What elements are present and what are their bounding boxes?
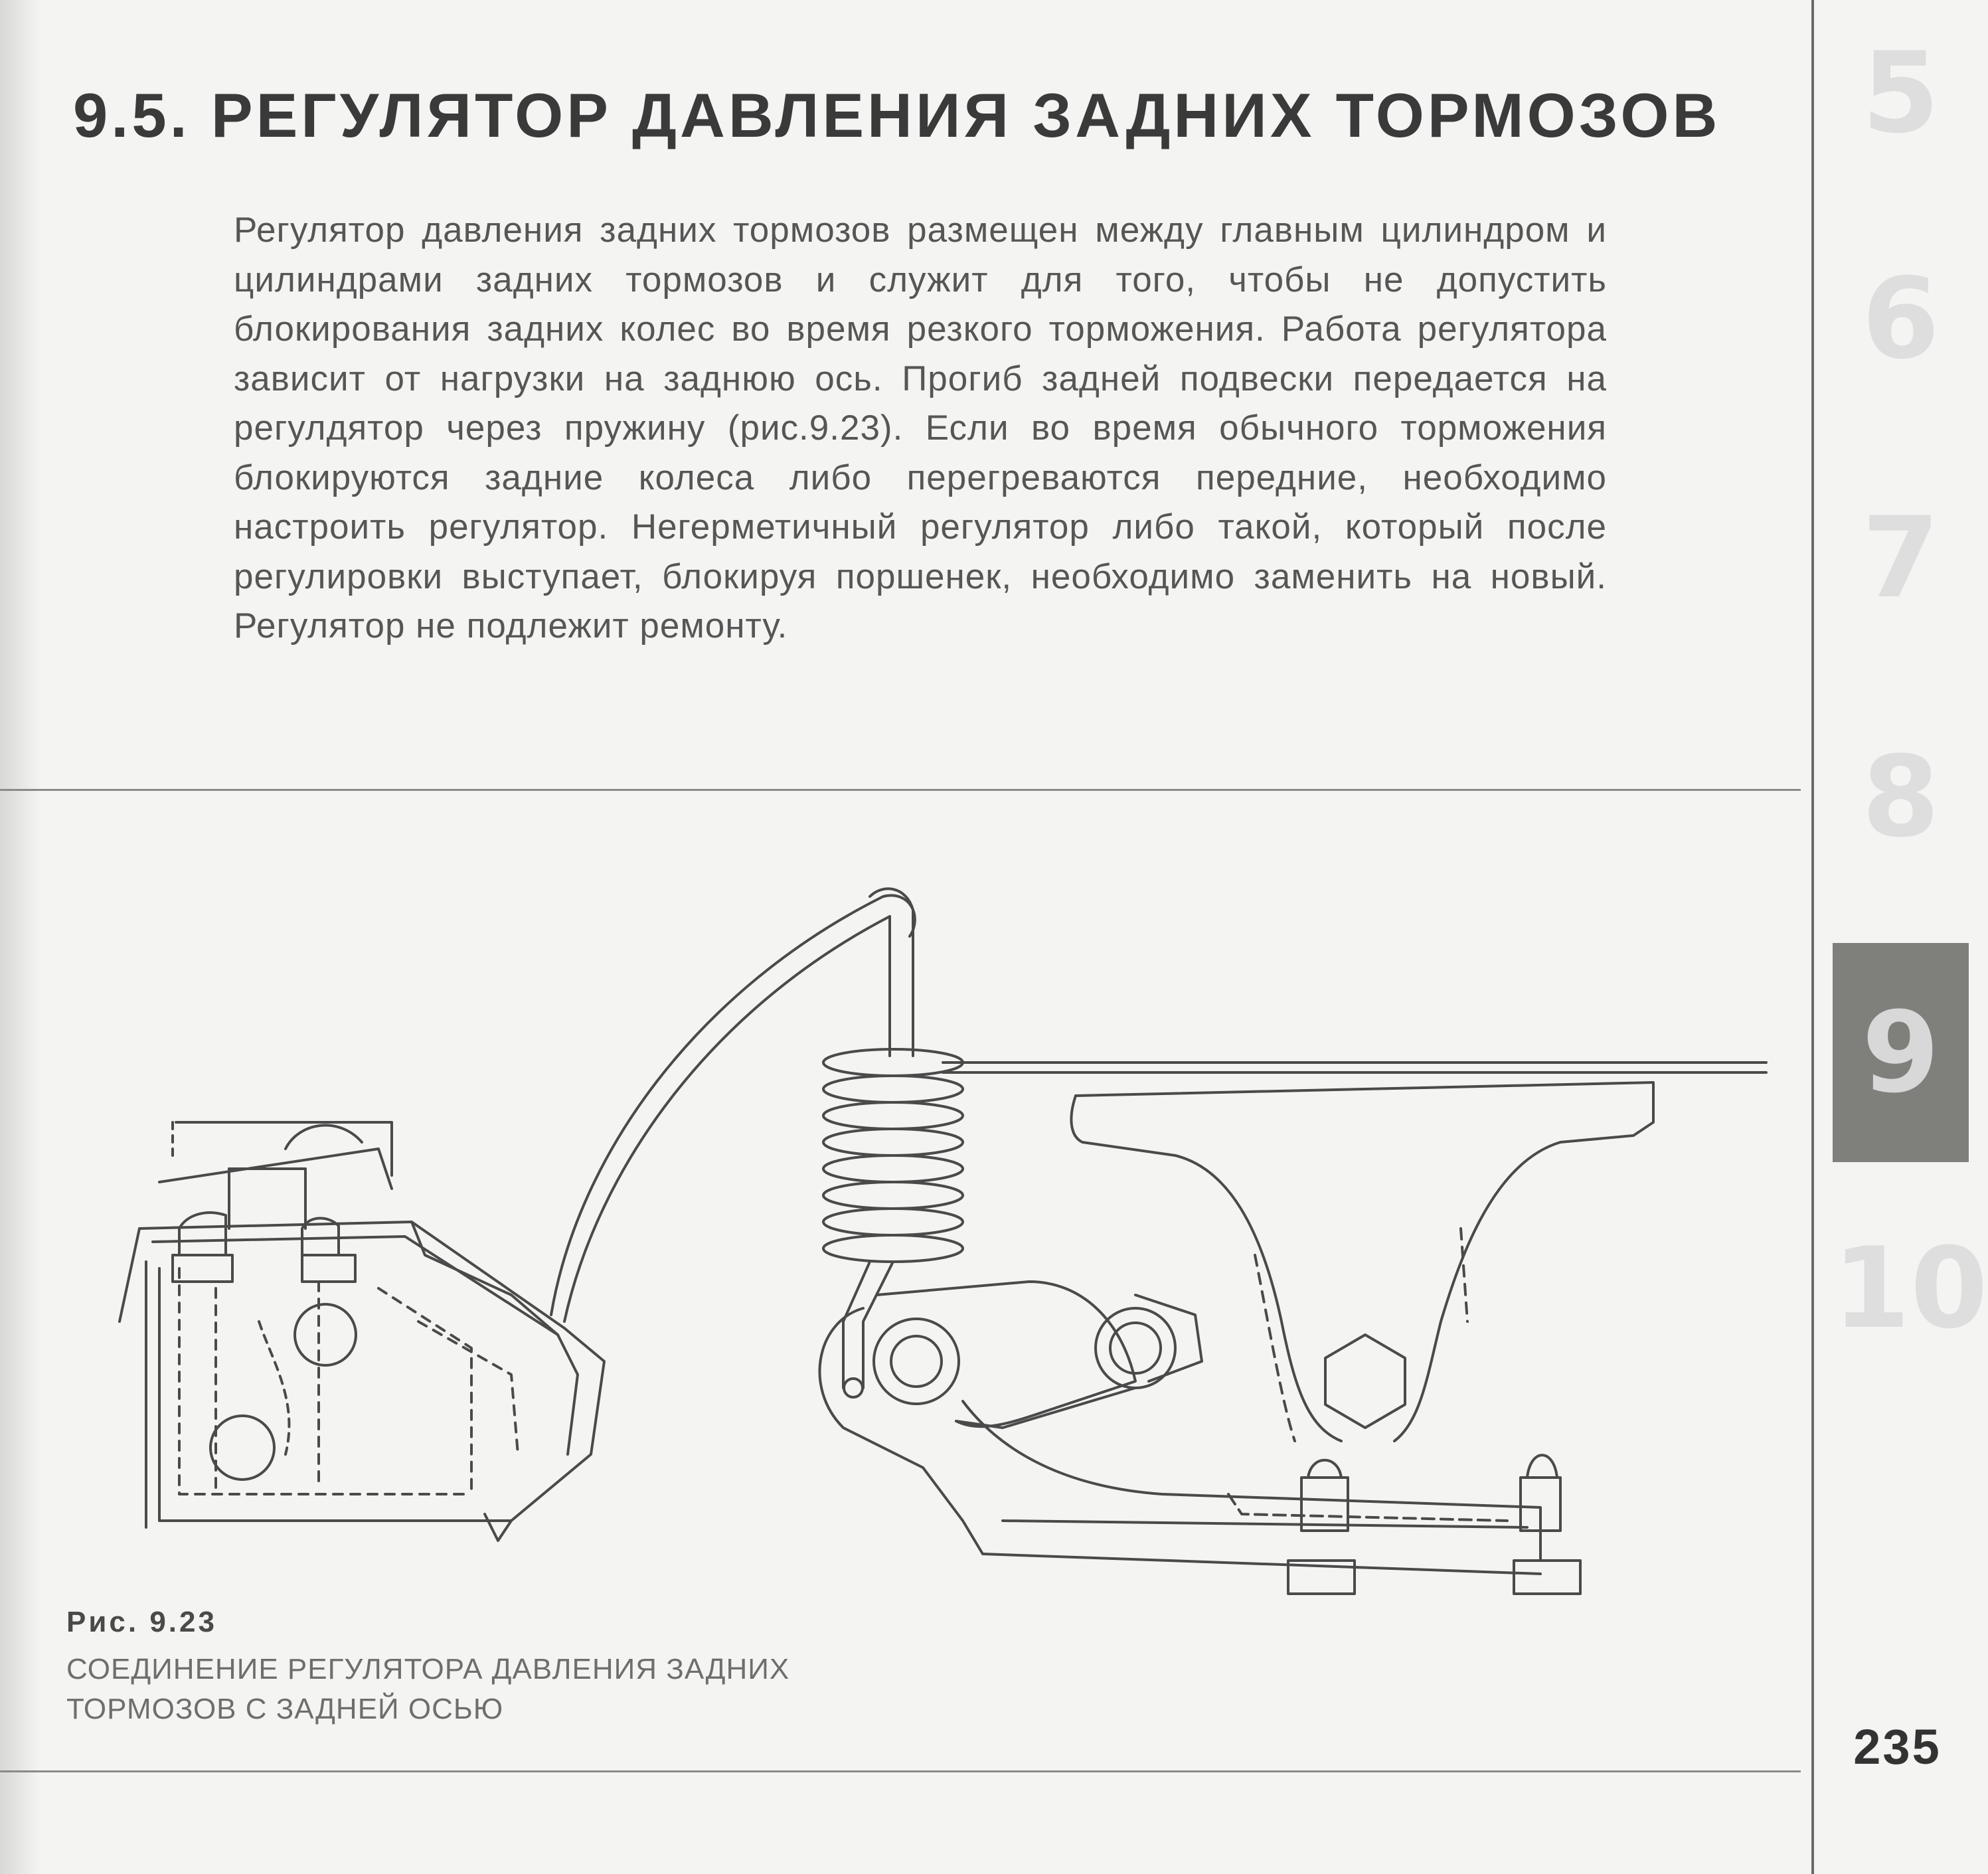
regulator-lever — [819, 1282, 1580, 1594]
page-gutter-shadow — [0, 0, 40, 1874]
page-number: 235 — [1853, 1719, 1942, 1774]
figure-caption: СОЕДИНЕНИЕ РЕГУЛЯТОРА ДАВЛЕНИЯ ЗАДНИХ ТОРМОЗОВ С ЗАДНЕЙ ОСЬЮ — [66, 1653, 790, 1725]
figure-label: Рис. 9.23 — [66, 1606, 217, 1638]
chapter-tab-8[interactable]: 8 — [1862, 732, 1940, 862]
divider-top — [0, 789, 1801, 791]
chapter-tab-6[interactable]: 6 — [1862, 254, 1940, 384]
regulator-housing — [120, 1122, 604, 1541]
section-title: 9.5. РЕГУЛЯТОР ДАВЛЕНИЯ ЗАДНИХ ТОРМОЗОВ — [73, 80, 1721, 150]
divider-bottom — [0, 1770, 1801, 1772]
chapter-sidebar-divider — [1811, 0, 1814, 1874]
rear-axle-bracket — [943, 1063, 1766, 1441]
chapter-tab-5[interactable]: 5 — [1862, 28, 1940, 158]
brake-regulator-diagram — [100, 857, 1773, 1574]
chapter-tab-7[interactable]: 7 — [1862, 493, 1940, 623]
chapter-tab-10[interactable]: 10 — [1833, 1223, 1988, 1353]
body-paragraph: Регулятор давления задних тормозов размещен между главным цилиндром и цилиндрами задних тормозов и служит для того, чтобы не допустить блокирования задних колес во время резкого торможения. Работа регулятора зависит от нагрузки на заднюю ось. Прогиб задней подвески передается на регулдятор через пружину (рис.9.23). Если во время обычного торможения блокируются задние колеса либо перегреваются передние, необходимо настроить регулятор. Негерметичный регулятор либо такой, который после регулировки выступает, блокируя поршенек, необходимо заменить на новый. Регулятор не подлежит ремонту. — [234, 211, 1607, 645]
chapter-tab-9[interactable]: 9 — [1833, 943, 1969, 1162]
